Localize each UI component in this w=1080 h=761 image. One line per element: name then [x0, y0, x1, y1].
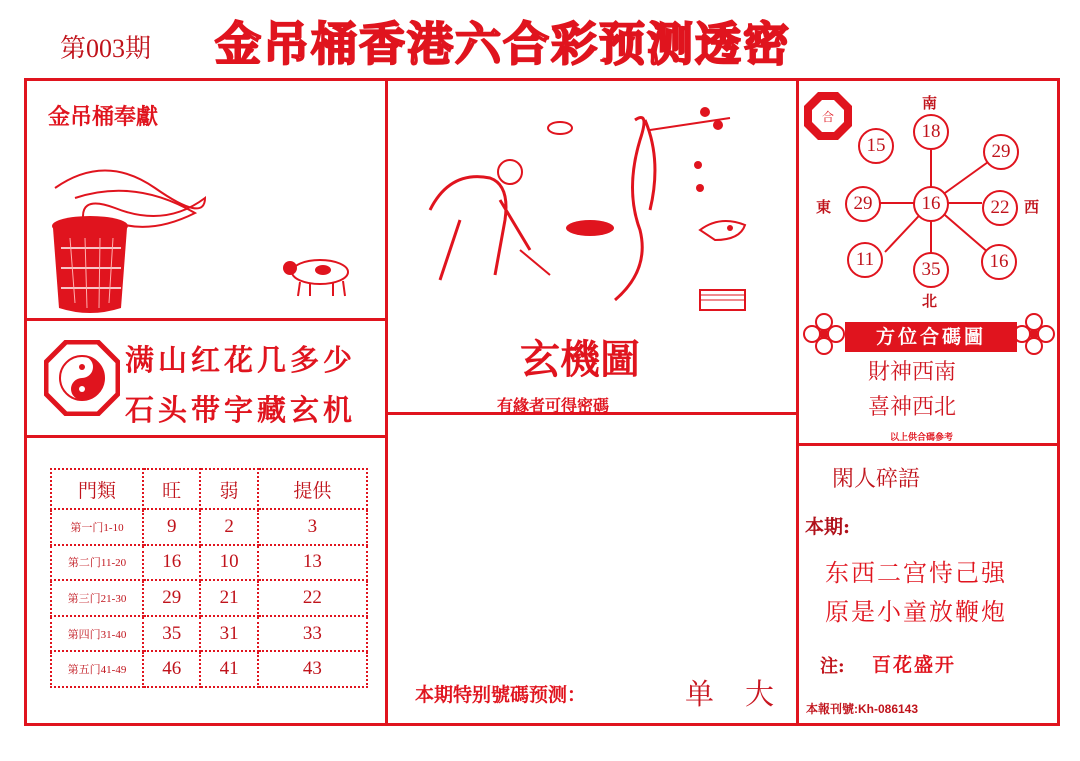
- row-label: 第五门41-49: [51, 651, 143, 687]
- row-label: 第三门21-30: [51, 580, 143, 616]
- row-label: 第四门31-40: [51, 616, 143, 652]
- position-chart-banner: 方位合碼圖: [845, 322, 1017, 352]
- number-ball-nw: 15: [858, 128, 894, 164]
- table-row: [51, 509, 367, 545]
- divider-left-2: [26, 435, 386, 438]
- poem-line-1: 满山红花几多少: [125, 343, 357, 377]
- this-period-label: 本期:: [805, 516, 851, 538]
- issue-number: 第003期: [60, 34, 152, 63]
- divider-left: [385, 80, 388, 725]
- riddle-line-1: 东西二宫恃己强: [825, 559, 1007, 587]
- riddle-line-2: 原是小童放鞭炮: [825, 598, 1007, 626]
- table-row: [51, 580, 367, 616]
- table-header-ti: 提供: [258, 469, 367, 509]
- flower-icon: [1012, 312, 1056, 356]
- cow-icon: [275, 250, 365, 300]
- cell-wang: 16: [143, 545, 200, 581]
- riddle-illustration: [400, 100, 792, 325]
- flower-icon: [802, 312, 846, 356]
- sponsor-label: 金吊桶奉獻: [48, 105, 159, 130]
- row-label: 第二门11-20: [51, 545, 143, 581]
- number-ball-w: 29: [845, 186, 881, 222]
- page-title: 金吊桶香港六合彩预测透密: [215, 17, 791, 71]
- svg-text:合: 合: [821, 110, 835, 124]
- direction-north: 北: [922, 292, 938, 310]
- number-ball-e: 22: [982, 190, 1018, 226]
- wealth-god-direction: 財神西南: [868, 360, 957, 385]
- prediction-odd-even: 单: [685, 677, 715, 711]
- number-ball-s: 35: [913, 252, 949, 288]
- row-label: 第一门1-10: [51, 509, 143, 545]
- table-row: [51, 651, 367, 687]
- cell-wang: 46: [143, 651, 200, 687]
- idle-talk-heading: 閑人碎語: [832, 467, 921, 492]
- cell-ruo: 10: [200, 545, 257, 581]
- joy-god-direction: 喜神西北: [868, 395, 957, 420]
- divider-right: [796, 80, 799, 725]
- cell-ti: 33: [258, 616, 367, 652]
- note-text: 百花盛开: [872, 654, 957, 676]
- reference-note: 以上供合碼參考: [890, 433, 954, 443]
- bucket-illustration: [45, 158, 230, 318]
- table-header-category: 門類: [51, 469, 143, 509]
- direction-east: 東: [816, 198, 832, 216]
- table-row: [51, 616, 367, 652]
- table-header-ruo: 弱: [200, 469, 257, 509]
- picture-subtitle: 有緣者可得密碼: [497, 396, 610, 415]
- prediction-size: 大: [745, 677, 775, 711]
- number-ball-n: 18: [913, 114, 949, 150]
- cell-ti: 43: [258, 651, 367, 687]
- poem-line-2: 石头带字藏玄机: [125, 393, 357, 427]
- cell-wang: 9: [143, 509, 200, 545]
- cell-ti: 3: [258, 509, 367, 545]
- cell-ti: 13: [258, 545, 367, 581]
- cell-wang: 29: [143, 580, 200, 616]
- direction-west: 西: [1024, 198, 1040, 216]
- divider-right-1: [798, 443, 1058, 446]
- door-table: [50, 468, 368, 688]
- number-ball-sw: 11: [847, 242, 883, 278]
- table-header-wang: 旺: [143, 469, 200, 509]
- note-label: 注:: [820, 656, 845, 677]
- number-ball-center: 16: [913, 186, 949, 222]
- cell-ti: 22: [258, 580, 367, 616]
- cell-ruo: 2: [200, 509, 257, 545]
- number-ball-ne: 29: [983, 134, 1019, 170]
- table-row: [51, 545, 367, 581]
- cell-ruo: 21: [200, 580, 257, 616]
- number-ball-se: 16: [981, 244, 1017, 280]
- direction-compass: [800, 82, 1058, 312]
- cell-wang: 35: [143, 616, 200, 652]
- cell-ruo: 41: [200, 651, 257, 687]
- yin-yang-icon: [44, 340, 120, 416]
- picture-title: 玄機圖: [520, 337, 640, 383]
- direction-south: 南: [922, 94, 938, 112]
- special-number-label: 本期特别號碼预测：: [415, 684, 587, 706]
- registration-number: 本報刊號:Kh-086143: [806, 702, 919, 716]
- cell-ruo: 31: [200, 616, 257, 652]
- divider-left-1: [26, 318, 386, 321]
